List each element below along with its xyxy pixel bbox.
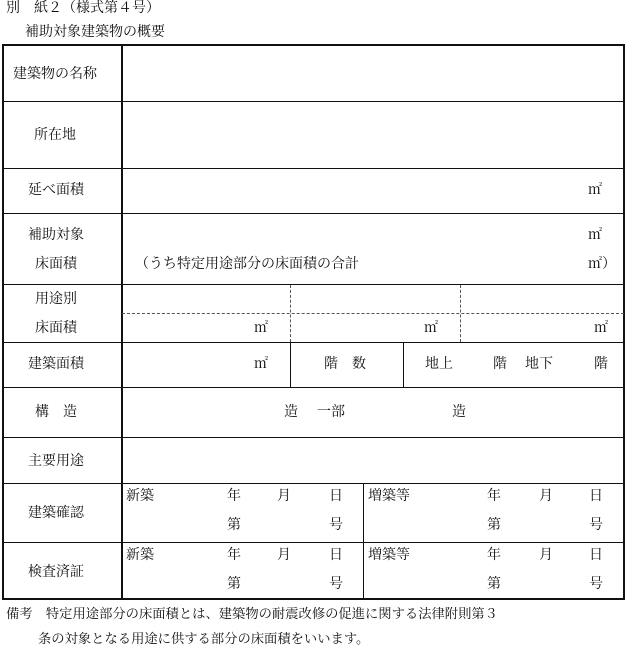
confirm-ext-label: 増築等	[368, 488, 410, 504]
floors-below-label: 地下	[525, 356, 553, 372]
use-area-label-2: 床面積	[35, 320, 77, 336]
summary-table	[2, 44, 625, 600]
confirm-ext-dai: 第	[487, 517, 501, 533]
location-label: 所在地	[34, 127, 76, 143]
use-area-label-1: 用途別	[35, 291, 77, 307]
row-divider	[2, 387, 625, 388]
row-divider	[2, 284, 625, 285]
inspect-col-divider	[363, 542, 364, 600]
confirm-ext-go: 号	[589, 517, 603, 533]
inspect-new-go: 号	[329, 576, 343, 592]
inspect-ext-label: 増築等	[368, 547, 410, 563]
confirm-new-year: 年	[227, 488, 241, 504]
main-use-label: 主要用途	[28, 453, 84, 469]
use-area-unit-1: ㎡	[254, 320, 268, 336]
confirm-new-go: 号	[329, 517, 343, 533]
use-area-dashed-divider	[122, 313, 624, 314]
row-divider	[2, 213, 625, 214]
building-area-col-divider	[403, 342, 404, 387]
name-label: 建築物の名称	[13, 66, 97, 82]
specific-use-area-note: （うち特定用途部分の床面積の合計	[135, 256, 359, 272]
inspect-new-dai: 第	[227, 576, 241, 592]
inspect-label: 検査済証	[28, 564, 84, 580]
use-area-unit-3: ㎡	[594, 320, 608, 336]
floor-area-unit: ㎡	[588, 182, 602, 198]
confirm-new-dai: 第	[227, 517, 241, 533]
inspect-ext-day: 日	[589, 547, 603, 563]
subsidy-area-label-1: 補助対象	[28, 227, 84, 243]
row-divider	[2, 437, 625, 438]
page-title: 補助対象建築物の概要	[25, 24, 165, 40]
building-area-label: 建築面積	[28, 356, 84, 372]
remarks-line-2: 条の対象となる用途に供する部分の床面積をいいます。	[38, 632, 370, 647]
confirm-new-label: 新築	[126, 488, 154, 504]
confirm-col-divider	[363, 483, 364, 542]
confirm-ext-year: 年	[487, 488, 501, 504]
floor-area-label: 延べ面積	[28, 182, 84, 198]
building-area-col-divider	[290, 342, 291, 387]
confirm-ext-day: 日	[589, 488, 603, 504]
confirm-ext-month: 月	[539, 488, 553, 504]
subsidy-area-label-2: 床面積	[35, 256, 77, 272]
row-divider	[2, 101, 625, 102]
confirm-new-month: 月	[277, 488, 291, 504]
row-divider	[2, 483, 625, 484]
row-divider	[2, 542, 625, 543]
inspect-ext-dai: 第	[487, 576, 501, 592]
row-divider	[2, 168, 625, 169]
structure-zou: 造	[284, 404, 298, 420]
inspect-ext-go: 号	[589, 576, 603, 592]
row-divider	[2, 342, 625, 343]
inspect-ext-year: 年	[487, 547, 501, 563]
structure-partial-zou: 造	[452, 404, 466, 420]
confirm-new-day: 日	[329, 488, 343, 504]
specific-use-area-unit: ㎡）	[588, 256, 616, 272]
floors-above-label: 地上	[425, 356, 453, 372]
use-area-dashed-col	[290, 285, 291, 342]
floors-label: 階 数	[324, 356, 366, 372]
inspect-new-label: 新築	[126, 547, 154, 563]
form-id: 別 紙２（様式第４号）	[6, 0, 160, 16]
use-area-unit-2: ㎡	[424, 320, 438, 336]
building-area-unit: ㎡	[254, 356, 268, 372]
remarks-line-1: 備考 特定用途部分の床面積とは、建築物の耐震改修の促進に関する法律附則第３	[6, 607, 498, 622]
inspect-ext-month: 月	[539, 547, 553, 563]
floors-above-unit: 階	[493, 356, 507, 372]
confirm-label: 建築確認	[28, 505, 84, 521]
floors-below-unit: 階	[594, 356, 608, 372]
subsidy-area-unit: ㎡	[588, 227, 602, 243]
label-column-divider	[121, 44, 123, 600]
structure-partial-label: 一部	[317, 404, 345, 420]
inspect-new-year: 年	[227, 547, 241, 563]
use-area-dashed-col	[460, 285, 461, 342]
inspect-new-month: 月	[277, 547, 291, 563]
inspect-new-day: 日	[329, 547, 343, 563]
structure-label: 構 造	[35, 404, 77, 420]
